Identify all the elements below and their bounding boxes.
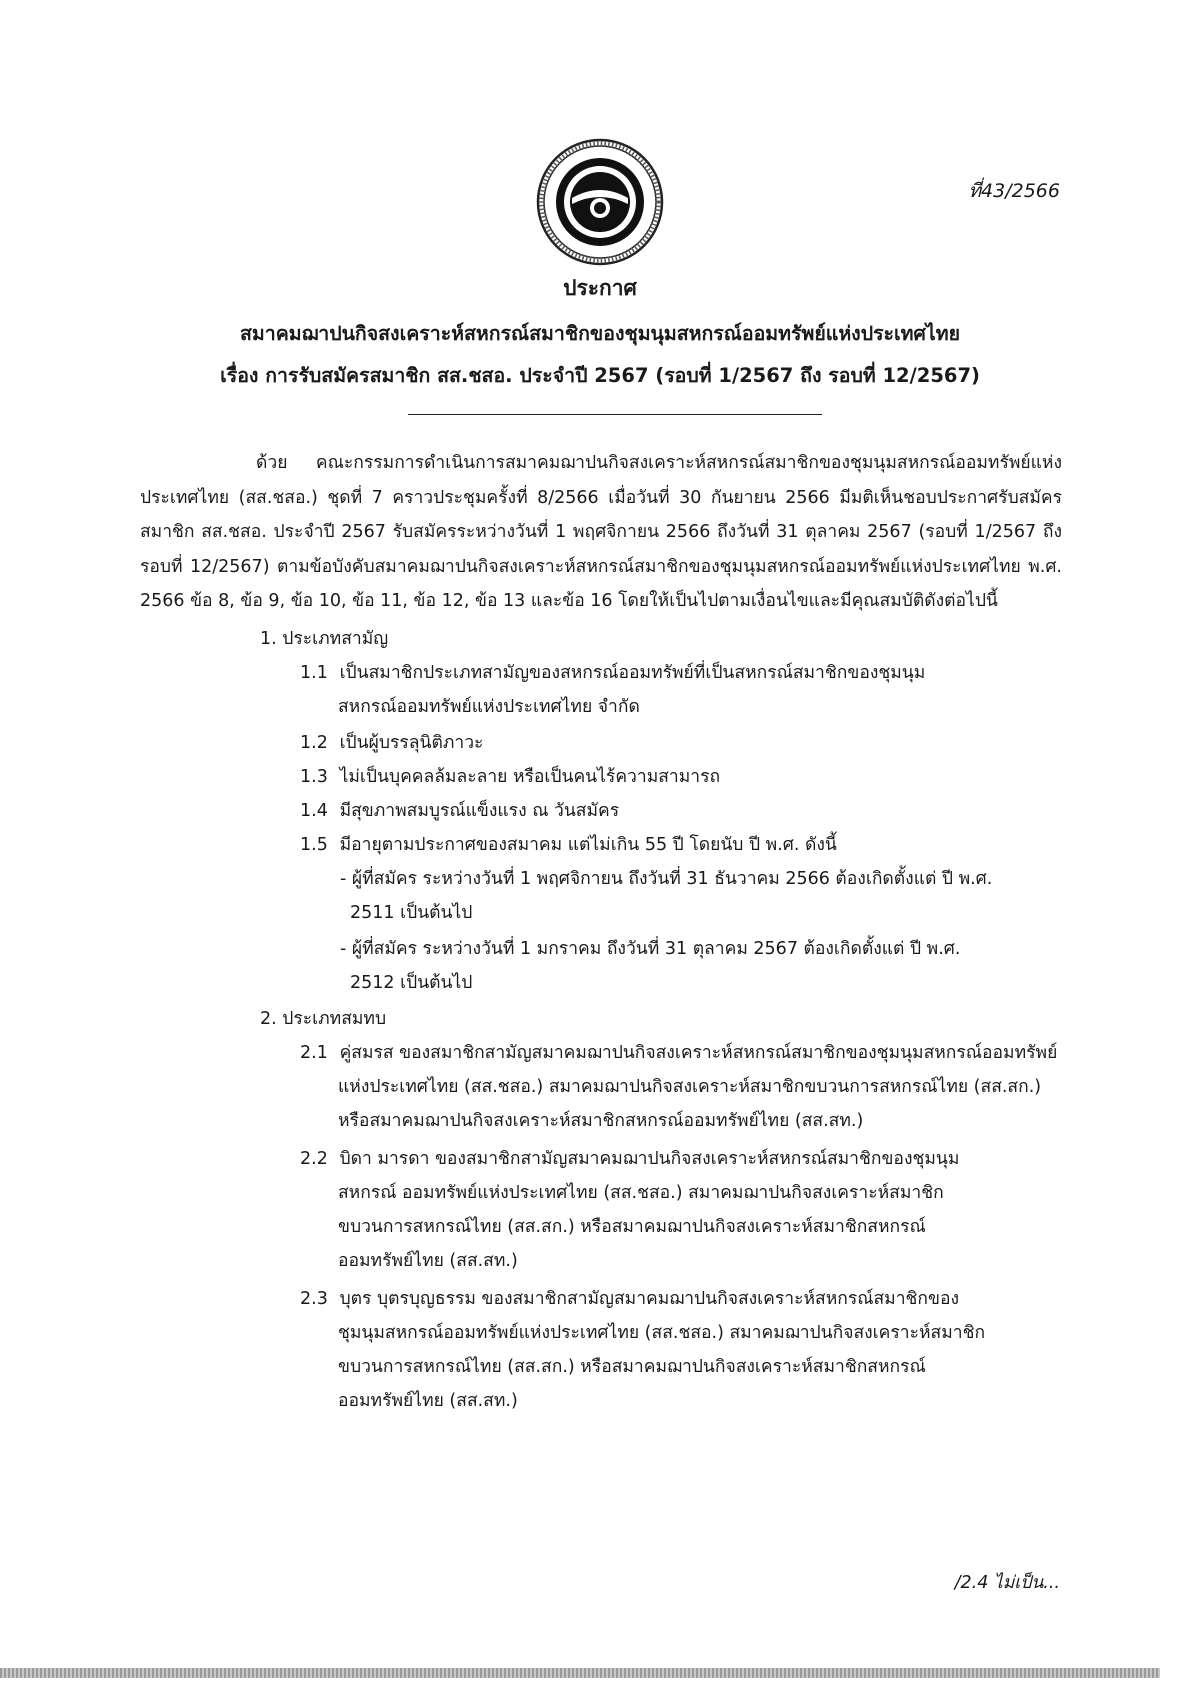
item-1-4 [300,794,1060,828]
item-continuation: แห่งประเทศไทย (สส.ชสอ.) สมาคมฌาปนกิจสงเคราะห์สมาชิกขบวนการสหกรณ์ไทย (สส.สก.) [338,1077,1042,1097]
dash-continuation: 2512 เป็นต้นไป [350,973,473,993]
item-1-1 [300,656,1060,724]
item-number: 2.2 [300,1149,328,1169]
item-text: เป็นผู้บรรลุนิติภาวะ [339,733,484,753]
item-continuation: ขบวนการสหกรณ์ไทย (สส.สก.) หรือสมาคมฌาปนกิจสงเคราะห์สมาชิกสหกรณ์ [338,1217,926,1237]
item-text: มีอายุตามประกาศของสมาคม แต่ไม่เกิน 55 ปี โดยนับ ปี พ.ศ. ดังนี้ [339,835,837,855]
item-text: บิดา มารดา ของสมาชิกสามัญสมาคมฌาปนกิจสงเคราะห์สหกรณ์สมาชิกของชุมนุม [339,1149,960,1169]
item-continuation: ชุมนุมสหกรณ์ออมทรัพย์แห่งประเทศไทย (สส.ชสอ.) สมาคมฌาปนกิจสงเคราะห์สมาชิก [338,1323,986,1343]
section-2-heading: 2. ประเภทสมทบ [260,1009,387,1029]
item-text: มีสุขภาพสมบูรณ์แข็งแรง ณ วันสมัคร [339,801,620,821]
item-text: ไม่เป็นบุคคลล้มละลาย หรือเป็นคนไร้ความสามารถ [339,767,721,787]
item-text: คู่สมรส ของสมาชิกสามัญสมาคมฌาปนกิจสงเคราะห์สหกรณ์สมาชิกของชุมนุมสหกรณ์ออมทรัพย์ [339,1043,1058,1063]
continuation-note: /2.4 ไม่เป็น... [954,1573,1060,1593]
association-seal-icon [536,138,664,266]
document-number: ที่43/2566 [968,180,1060,202]
item-number: 1.1 [300,663,328,683]
dash-text: - ผู้ที่สมัคร ระหว่างวันที่ 1 มกราคม ถึงวันที่ 31 ตุลาคม 2567 ต้องเกิดตั้งแต่ ปี พ.ศ. [340,939,961,959]
dash-continuation: 2511 เป็นต้นไป [350,903,473,923]
item-continuation: หรือสมาคมฌาปนกิจสงเคราะห์สมาชิกสหกรณ์ออมทรัพย์ไทย (สส.สท.) [338,1111,864,1131]
item-continuation: ออมทรัพย์ไทย (สส.สท.) [338,1251,518,1271]
item-number: 1.5 [300,835,328,855]
section-1-heading: 1. ประเภทสามัญ [260,629,389,649]
item-2-1 [300,1036,1060,1138]
item-2-3 [300,1282,1060,1418]
item-continuation: สหกรณ์ ออมทรัพย์แห่งประเทศไทย (สส.ชสอ.) สมาคมฌาปนกิจสงเคราะห์สมาชิก [338,1183,944,1203]
item-continuation: สหกรณ์ออมทรัพย์แห่งประเทศไทย จำกัด [338,697,640,717]
intro-paragraph [140,446,1062,619]
dash-text: - ผู้ที่สมัคร ระหว่างวันที่ 1 พฤศจิกายน ถึงวันที่ 31 ธันวาคม 2566 ต้องเกิดตั้งแต่ ปี พ.ศ. [340,869,993,889]
announcement-title: ประกาศ [563,276,637,300]
announcement-subject: เรื่อง การรับสมัครสมาชิก สส.ชสอ. ประจำปี 2567 (รอบที่ 1/2567 ถึง รอบที่ 12/2567) [220,364,980,387]
item-continuation: ขบวนการสหกรณ์ไทย (สส.สก.) หรือสมาคมฌาปนกิจสงเคราะห์สมาชิกสหกรณ์ [338,1357,926,1377]
item-1-3 [300,760,1060,794]
item-number: 2.1 [300,1043,328,1063]
item-number: 1.4 [300,801,328,821]
item-number: 1.2 [300,733,328,753]
item-1-2 [300,726,1060,760]
age-condition-1 [340,862,1062,930]
item-text: เป็นสมาชิกประเภทสามัญของสหกรณ์ออมทรัพย์ที่เป็นสหกรณ์สมาชิกของชุมนุม [339,663,926,683]
item-1-5 [300,828,1060,862]
intro-text: ด้วย คณะกรรมการดำเนินการสมาคมฌาปนกิจสงเคราะห์สหกรณ์สมาชิกของชุมนุมสหกรณ์ออมทรัพย์แห่งประเทศไทย (สส.ชสอ.) ชุดที่ 7 คราวประชุมครั้งที่ 8/2566 เมื่อวันที่ 30 กันยายน 2566 มีมติเห็นชอบประกาศรับสมัครสมาชิก สส.ชสอ. ประจำปี 2567 รับสมัครระหว่างวันที่ 1 พฤศจิกายน 2566 ถึงวันที่ 31 ตุลาคม 2567 (รอบที่ 1/2567 ถึงรอบที่ 12/2567) ตามข้อบังคับสมาคมฌาปนกิจสงเคราะห์สหกรณ์สมาชิกของชุมนุมสหกรณ์ออมทรัพย์แห่งประเทศไทย พ.ศ. 2566 ข้อ 8, ข้อ 9, ข้อ 10, ข้อ 11, ข้อ 12, ข้อ 13 และข้อ 16 โดยให้เป็นไปตามเงื่อนไขและมีคุณสมบัติดังต่อไปนี้ [140,453,1062,611]
item-number: 2.3 [300,1289,328,1309]
item-2-2 [300,1142,1060,1278]
age-condition-2 [340,932,1062,1000]
item-number: 1.3 [300,767,328,787]
scan-edge-bar [0,1668,1160,1678]
item-continuation: ออมทรัพย์ไทย (สส.สท.) [338,1391,518,1411]
title-divider [408,414,822,415]
organization-name: สมาคมฌาปนกิจสงเคราะห์สหกรณ์สมาชิกของชุมนุมสหกรณ์ออมทรัพย์แห่งประเทศไทย [239,322,960,345]
item-text: บุตร บุตรบุญธรรม ของสมาชิกสามัญสมาคมฌาปนกิจสงเคราะห์สหกรณ์สมาชิกของ [339,1289,960,1309]
